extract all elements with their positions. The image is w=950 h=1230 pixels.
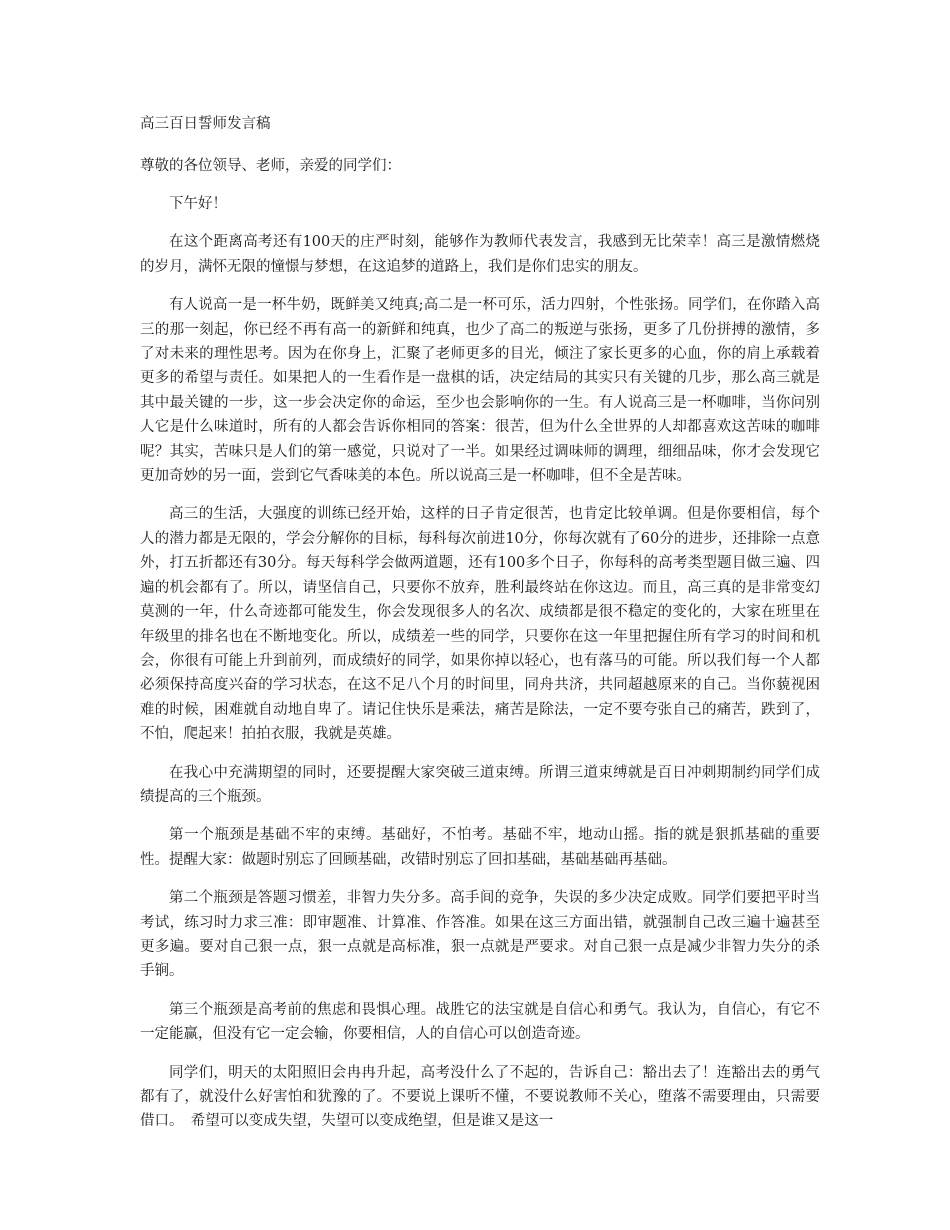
document-page [140,112,820,1148]
salutation: 尊敬的各位领导、老师，亲爱的同学们： [140,158,401,174]
paragraph-4: 在我心中充满期望的同时，还要提醒大家突破三道束缚。所谓三道束缚就是百日冲刺期制约同学们成绩提高的三个瓶颈。 [140,764,820,805]
paragraph-1: 在这个距离高考还有100天的庄严时刻，能够作为教师代表发言，我感到无比荣幸！高三是激情燃烧的岁月，满怀无限的憧憬与梦想，在这追梦的道路上，我们是你们忠实的朋友。 [140,234,820,275]
paragraph-7: 第三个瓶颈是高考前的焦虑和畏惧心理。战胜它的法宝就是自信心和勇气。我认为，自信心，有它不一定能赢，但没有它一定会输，你要相信，人的自信心可以创造奇迹。 [140,1001,820,1043]
paragraph-8: 同学们，明天的太阳照旧会冉冉升起，高考没什么了不起的，告诉自己：豁出去了！连豁出去的勇气都有了，就没什么好害怕和犹豫的了。不要说上课听不懂，不要说教师不关心，堕落不需要理由，只需要借口。 希望可以变成失望，失望可以变成绝望，但是谁又是这一 [140,1064,820,1130]
document-title: 高三百日誓师发言稿 [140,116,271,132]
paragraph-6: 第二个瓶颈是答题习惯差，非智力失分多。高手间的竞争，失误的多少决定成败。同学们要把平时当考试，练习时力求三准：即审题准、计算准、作答准。如果在这三方面出错，就强制自己改三遍十遍甚至更多遍。要对自己狠一点，狠一点就是高标准，狠一点就是严要求。对自己狠一点是减少非智力失分的杀手锏。 [140,890,820,980]
paragraph-3: 高三的生活，大强度的训练已经开始，这样的日子肯定很苦，也肯定比较单调。但是你要相信，每个人的潜力都是无限的，学会分解你的目标，每科每次前进10分，你每次就有了60分的进步，还排除一点意外，打五折都还有30分。每天每科学会做两道题，还有100多个日子，你每科的高考类型题目做三遍、四遍的机会都有了。所以，请坚信自己，只要你不放弃，胜利最终站在你这边。而且，高三真的是非常变幻莫测的一年，什么奇迹都可能发生，你会发现很多人的名次、成绩都是很不稳定的变化的，大家在班里在年级里的排名也在不断地变化。所以，成绩差一些的同学，只要你在这一年里把握住所有学习的时间和机会，你很有可能上升到前列，而成绩好的同学，如果你掉以轻心，也有落马的可能。所以我们每一个人都必须保持高度兴奋的学习状态，在这不足八个月的时间里，同舟共济，共同超越原来的自己。当你藐视困难的时候，困难就自动地自卑了。请记住快乐是乘法，痛苦是除法，一定不要夸张自己的痛苦，跌到了，不怕，爬起来！拍拍衣服，我就是英雄。 [140,506,820,743]
greeting: 下午好！ [169,196,227,212]
paragraph-2: 有人说高一是一杯牛奶，既鲜美又纯真;高二是一杯可乐，活力四射，个性张扬。同学们，在你踏入高三的那一刻起，你已经不再有高一的新鲜和纯真，也少了高二的叛逆与张扬，更多了几份拼搏的激情，多了对未来的理性思考。因为在你身上，汇聚了老师更多的目光，倾注了家长更多的心血，你的肩上承载着更多的希望与责任。如果把人的一生看作是一盘棋的话，决定结局的其实只有关键的几步，那么高三就是其中最关键的一步，这一步会决定你的命运，至少也会影响你的一生。有人说高三是一杯咖啡，当你问别人它是什么味道时，所有的人都会告诉你相同的答案：很苦，但为什么全世界的人却都喜欢这苦味的咖啡呢？其实，苦味只是人们的第一感觉，只说对了一半。如果经过调味师的调理，细细品味，你才会发现它更加奇妙的另一面，尝到它气香味美的本色。所以说高三是一杯咖啡，但不全是苦味。 [140,297,820,485]
paragraph-5: 第一个瓶颈是基础不牢的束缚。基础好，不怕考。基础不牢，地动山摇。指的就是狠抓基础的重要性。提醒大家：做题时别忘了回顾基础，改错时别忘了回扣基础，基础基础再基础。 [140,827,820,868]
